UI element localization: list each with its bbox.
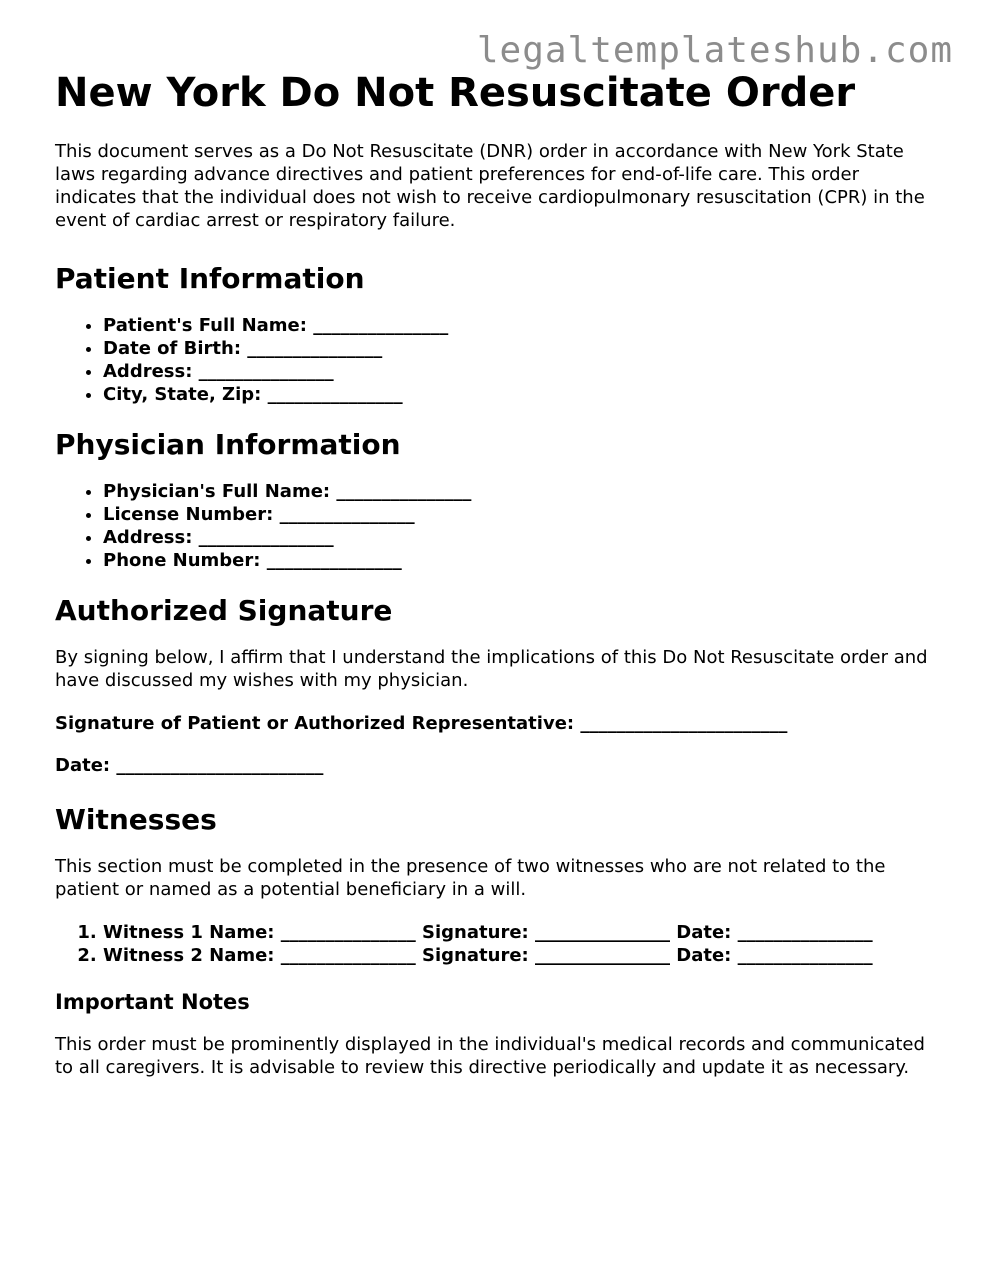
physician-info-list xyxy=(55,480,935,572)
patient-name-field: • Patient's Full Name: _______________ xyxy=(103,314,935,337)
physician-info-heading: Physician Information xyxy=(55,428,401,461)
patient-city-state-zip-field: • City, State, Zip: _______________ xyxy=(103,383,935,406)
physician-license-field: • License Number: _______________ xyxy=(103,503,935,526)
signature-line: Signature of Patient or Authorized Representative: _______________________ xyxy=(55,713,788,734)
physician-address-field: • Address: _______________ xyxy=(103,526,935,549)
witness-1-line: 1. Witness 1 Name: _______________ Signature: _______________ Date: _______________ xyxy=(103,921,935,944)
patient-dob-field: • Date of Birth: _______________ xyxy=(103,337,935,360)
signature-date-line: Date: _______________________ xyxy=(55,755,324,776)
physician-phone-field: • Phone Number: _______________ xyxy=(103,549,935,572)
watermark: legaltemplateshub.com xyxy=(476,30,953,71)
page-title: New York Do Not Resuscitate Order xyxy=(55,70,856,116)
notes-heading: Important Notes xyxy=(55,990,250,1014)
patient-address-field: • Address: _______________ xyxy=(103,360,935,383)
signature-paragraph: By signing below, I affirm that I understand the implications of this Do Not Resuscitate order and have discussed my wishes with my physician. xyxy=(55,647,928,691)
witnesses-heading: Witnesses xyxy=(55,803,217,836)
witnesses-list xyxy=(55,921,935,967)
witness-2-line: 2. Witness 2 Name: _______________ Signature: _______________ Date: _______________ xyxy=(103,944,935,967)
intro-paragraph: This document serves as a Do Not Resuscitate (DNR) order in accordance with New York State laws regarding advance directives and patient preferences for end-of-life care. This order indicates that the individual does not wish to receive cardiopulmonary resuscitation (CPR) in the event of cardiac arrest or respiratory failure. xyxy=(55,141,925,231)
patient-info-list xyxy=(55,314,935,406)
document-page xyxy=(55,70,935,1099)
signature-heading: Authorized Signature xyxy=(55,594,393,627)
witnesses-paragraph: This section must be completed in the presence of two witnesses who are not related to the patient or named as a potential beneficiary in a will. xyxy=(55,856,886,900)
patient-info-heading: Patient Information xyxy=(55,262,365,295)
physician-name-field: • Physician's Full Name: _______________ xyxy=(103,480,935,503)
notes-paragraph: This order must be prominently displayed in the individual's medical records and communicated to all caregivers. It is advisable to review this directive periodically and update it as necessary. xyxy=(55,1034,925,1078)
